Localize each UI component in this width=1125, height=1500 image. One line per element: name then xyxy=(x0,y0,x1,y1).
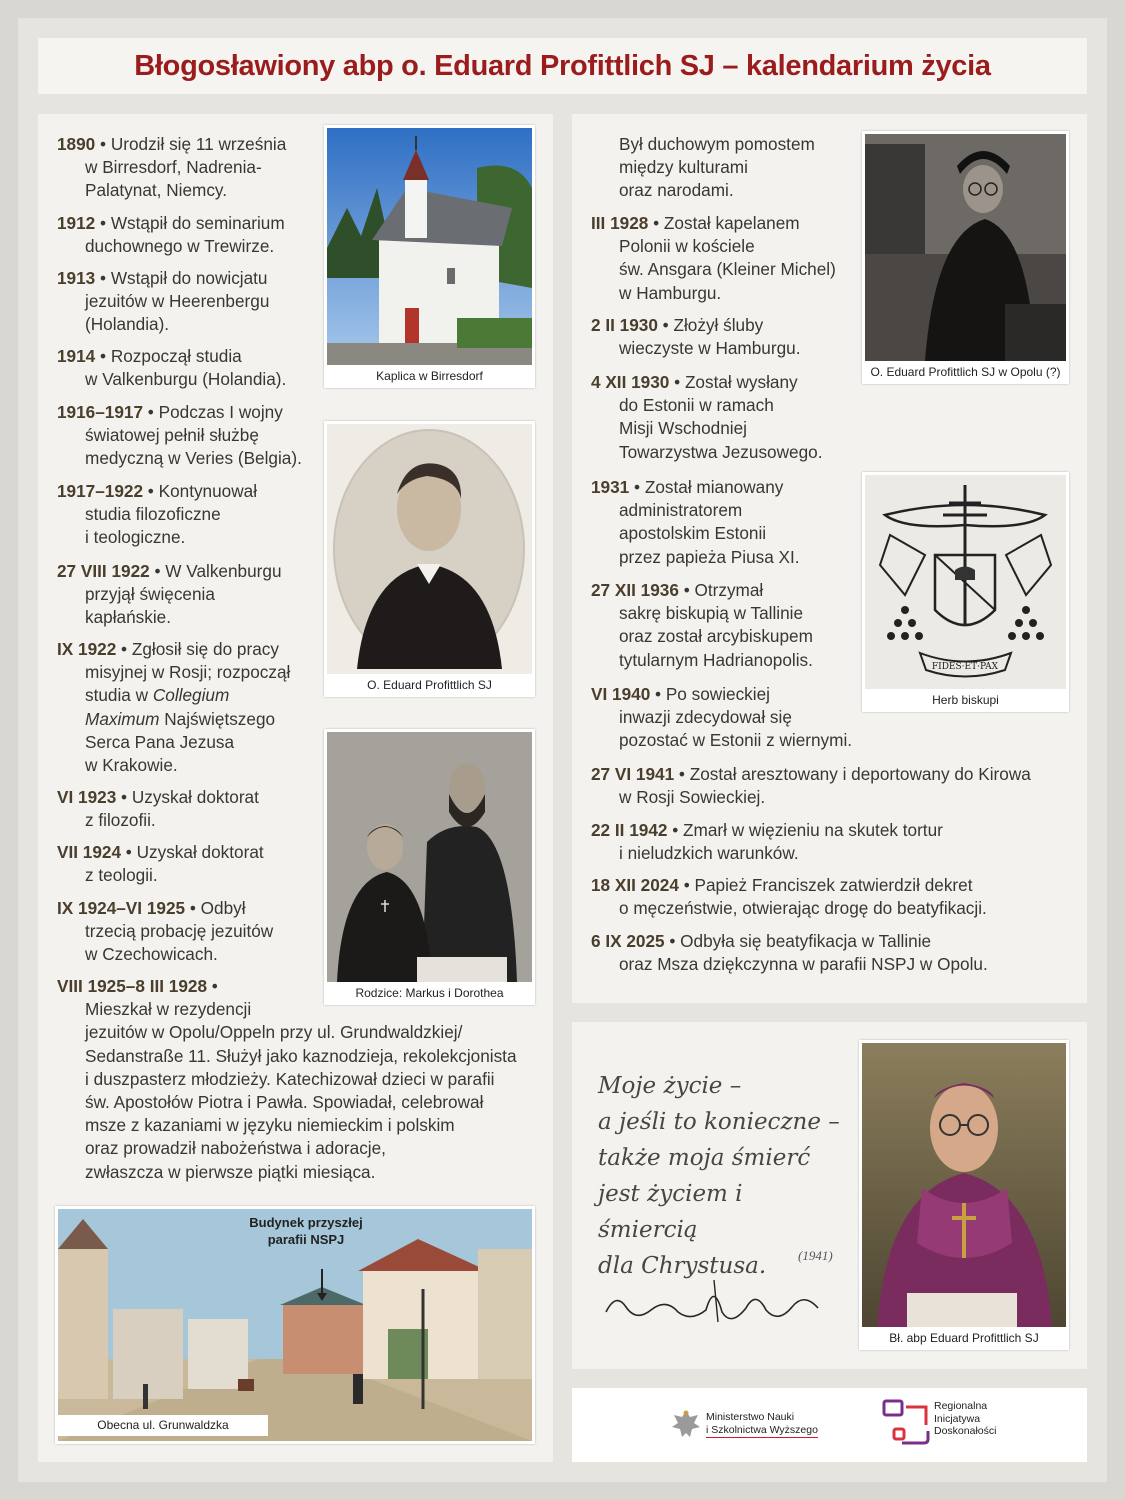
chapel-caption: Kaplica w Birresdorf xyxy=(376,369,483,383)
quote-year: (1941) xyxy=(798,1248,833,1263)
quote-text: Moje życie – a jeśli to konieczne – także moja śmierć jest życiem i śmiercią dla Chrystusa. xyxy=(598,1073,840,1279)
coat-motto: FIDES·ET·PAX xyxy=(931,662,999,672)
timeline-entry-1942: 22 II 1942 • Zmarł w więzieniu na skutek tortur i nieludzkich warunków. xyxy=(591,820,943,864)
coat-caption: Herb biskupi xyxy=(932,693,999,707)
chapel-image xyxy=(327,128,532,365)
timeline-entry-1930-feb: 2 II 1930 • Złożył śluby wieczyste w Hamburgu. xyxy=(591,315,801,359)
young-portrait-caption: O. Eduard Profittlich SJ xyxy=(367,678,492,692)
young-portrait-photo xyxy=(324,421,535,697)
opole-caption: O. Eduard Profittlich SJ w Opolu (?) xyxy=(870,365,1061,379)
timeline-entry-ix-1922: IX 1922 • Zgłosił się do pracy misyjnej w Rosji; rozpoczął studia w Collegium Maximum Najświętszego Serca Pana Jezusa w Krakowie. xyxy=(57,639,291,776)
timeline-entry-1925-1928: VIII 1925–8 III 1928 • Mieszkał w rezydencji jezuitów w Opolu/Oppeln przy ul. Grundwaldzkiej/ Sedanstraße 11. Służył jako kaznodzieja, rekolekcjonista i duszpasterz młodzieży. Katechizował dzieci w parafii św. Apostołów Piotra i Pawła. Spowiadał, celebrował msze z kazaniami w języku niemieckim i polskim oraz prowadził nabożeństwa i adoracje, zwłaszcza w pierwsze piątki miesiąca. xyxy=(57,976,517,1182)
timeline-entry-1923: VI 1923 • Uzyskał doktorat z filozofii. xyxy=(57,787,259,831)
timeline-entry-1912: 1912 • Wstąpił do seminarium duchownego w Trewirze. xyxy=(57,213,285,257)
parents-image xyxy=(327,732,532,982)
timeline-entry-1924: VII 1924 • Uzyskał doktorat z teologii. xyxy=(57,842,264,886)
title-banner xyxy=(38,38,1087,94)
parents-caption: Rodzice: Markus i Dorothea xyxy=(355,986,504,1000)
timeline-entry-1924-1925: IX 1924–VI 1925 • Odbył trzecią probację jezuitów w Czechowicach. xyxy=(57,898,274,965)
page-title: Błogosławiony abp o. Eduard Profittlich SJ – kalendarium życia xyxy=(134,49,991,82)
timeline-entry-1914: 1914 • Rozpoczął studia w Valkenburgu (Holandia). xyxy=(57,346,287,390)
timeline-entry-1928: III 1928 • Został kapelanem Polonii w kościele św. Ansgara (Kleiner Michel) w Hamburgu. xyxy=(591,213,836,303)
young-portrait-image xyxy=(327,424,532,674)
ministry-logo-text: Ministerstwo Nauki i Szkolnictwa Wyższego xyxy=(706,1411,818,1438)
timeline-entry-1936: 27 XII 1936 • Otrzymał sakrę biskupią w Tallinie oraz został arcybiskupem tytularnym Hadrianopolis. xyxy=(591,580,813,670)
timeline-entry-1922: 27 VIII 1922 • W Valkenburgu przyjął święcenia kapłańskie. xyxy=(57,561,282,628)
bishop-caption: Bł. abp Eduard Profittlich SJ xyxy=(889,1331,1039,1345)
street-postcard-photo xyxy=(55,1206,535,1444)
logo-panel xyxy=(572,1388,1087,1462)
street-caption: Obecna ul. Grunwaldzka xyxy=(58,1415,268,1436)
polish-eagle-icon xyxy=(670,1407,702,1441)
opole-photo xyxy=(862,131,1069,384)
rid-logo-icon xyxy=(882,1399,930,1447)
timeline-entry-1913: 1913 • Wstąpił do nowicjatu jezuitów w Heerenbergu (Holandia). xyxy=(57,268,270,335)
rid-logo-text: Regionalna Inicjatywa Doskonałości xyxy=(934,1400,997,1437)
timeline-entry-1941: 27 VI 1941 • Został aresztowany i deportowany do Kirowa w Rosji Sowieckiej. xyxy=(591,764,1031,808)
street-label: Budynek przyszłej parafii NSPJ xyxy=(249,1215,363,1247)
timeline-entry-1916: 1916–1917 • Podczas I wojny światowej pełnił służbę medyczną w Veries (Belgia). xyxy=(57,402,302,469)
coat-of-arms-photo xyxy=(862,472,1069,712)
timeline-entry-1917: 1917–1922 • Kontynuował studia filozoficzne i teologiczne. xyxy=(57,481,258,548)
bishop-portrait-image xyxy=(862,1043,1066,1327)
chapel-photo xyxy=(324,125,535,388)
timeline-entry-1931: 1931 • Został mianowany administratorem apostolskim Estonii przez papieża Piusa XI. xyxy=(591,477,800,567)
timeline-entry-1930-dec: 4 XII 1930 • Został wysłany do Estonii w ramach Misji Wschodniej Towarzystwa Jezusowego. xyxy=(591,372,823,462)
opole-image xyxy=(865,134,1066,361)
right-intro-text: Był duchowym pomostem między kulturami oraz narodami. xyxy=(619,134,815,201)
timeline-entry-2025: 6 IX 2025 • Odbyła się beatyfikacja w Tallinie oraz Msza dziękczynna w parafii NSPJ w Opolu. xyxy=(591,931,988,975)
bishop-portrait-photo xyxy=(859,1040,1069,1350)
timeline-entry-2024: 18 XII 2024 • Papież Franciszek zatwierdził dekret o męczeństwie, otwierając drogę do beatyfikacji. xyxy=(591,875,987,919)
timeline-entry-1890: 1890 • Urodził się 11 września w Birresdorf, Nadrenia- Palatynat, Niemcy. xyxy=(57,134,287,201)
coat-of-arms-image xyxy=(865,475,1066,689)
parents-photo xyxy=(324,729,535,1005)
signature-image xyxy=(596,1272,836,1334)
timeline-entry-1940: VI 1940 • Po sowieckiej inwazji zdecydował się pozostać w Estonii z wiernymi. xyxy=(591,684,853,751)
